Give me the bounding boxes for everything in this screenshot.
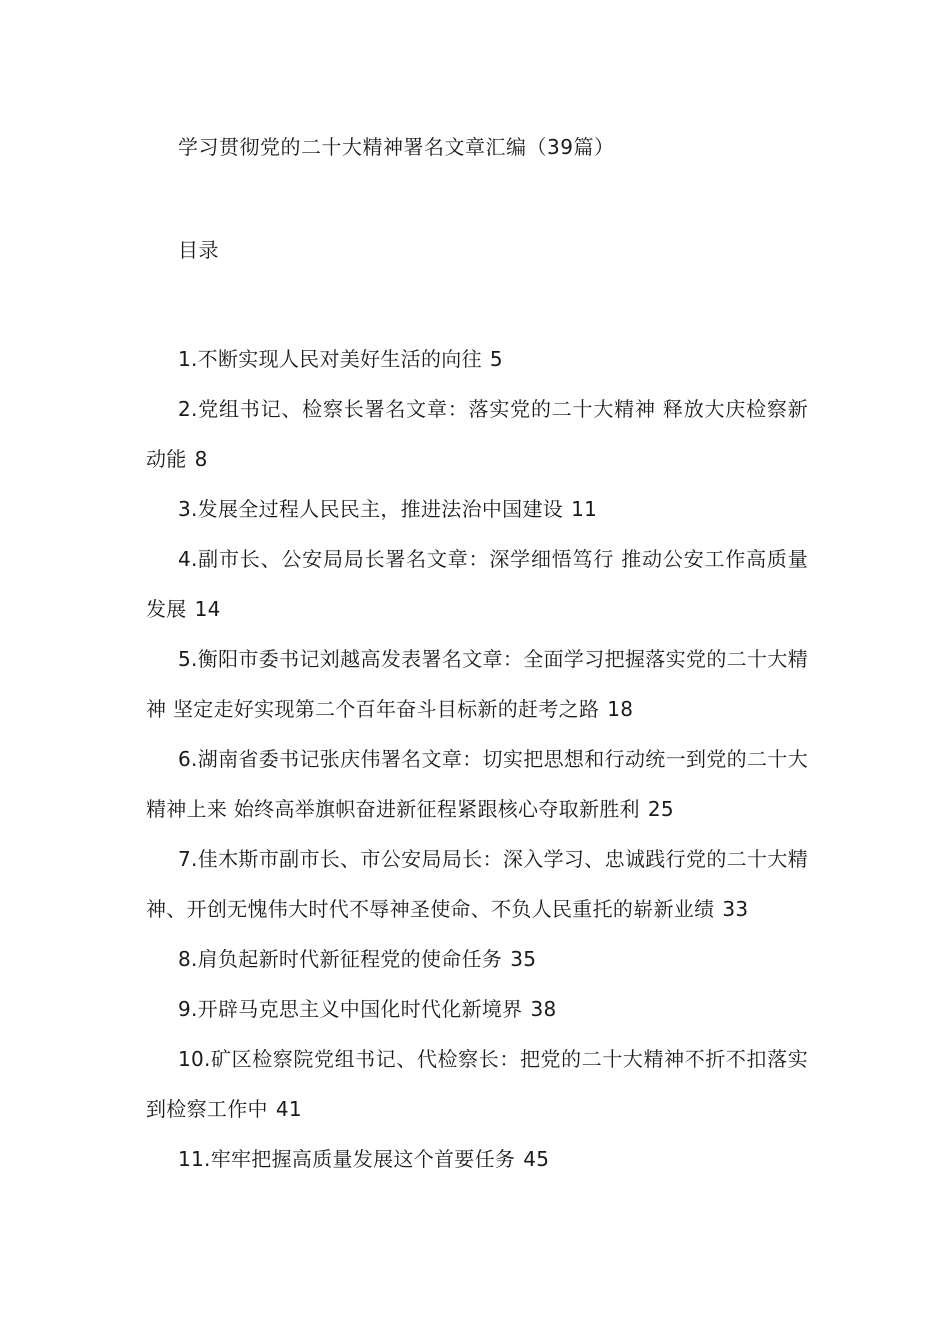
toc-entry-page: 18 bbox=[607, 697, 634, 721]
toc-entry-title: 9.开辟马克思主义中国化时代化新境界 bbox=[178, 997, 523, 1021]
toc-entry[interactable] bbox=[146, 634, 808, 734]
toc-entry-page: 14 bbox=[194, 597, 221, 621]
toc-entry-title: 5.衡阳市委书记刘越高发表署名文章：全面学习把握落实党的二十大精神 坚定走好实现第二个百年奋斗目标新的赶考之路 bbox=[146, 647, 808, 721]
toc-entry[interactable] bbox=[146, 834, 808, 934]
toc-entry-page: 8 bbox=[194, 447, 208, 471]
toc-entry-page: 5 bbox=[489, 347, 503, 371]
table-of-contents bbox=[146, 334, 808, 1184]
toc-entry-title: 11.牢牢把握高质量发展这个首要任务 bbox=[178, 1147, 516, 1171]
toc-entry[interactable] bbox=[146, 484, 808, 534]
toc-entry[interactable] bbox=[146, 384, 808, 484]
toc-entry-page: 25 bbox=[647, 797, 674, 821]
toc-entry-title: 7.佳木斯市副市长、市公安局局长：深入学习、忠诚践行党的二十大精神、开创无愧伟大时代不辱神圣使命、不负人民重托的崭新业绩 bbox=[146, 847, 808, 921]
toc-entry-title: 8.肩负起新时代新征程党的使命任务 bbox=[178, 947, 503, 971]
toc-entry[interactable] bbox=[146, 984, 808, 1034]
toc-entry-title: 2.党组书记、检察长署名文章：落实党的二十大精神 释放大庆检察新动能 bbox=[146, 397, 808, 471]
toc-entry[interactable] bbox=[146, 934, 808, 984]
toc-entry[interactable] bbox=[146, 534, 808, 634]
document-title: 学习贯彻党的二十大精神署名文章汇编（39篇） bbox=[178, 135, 615, 159]
toc-entry[interactable] bbox=[146, 334, 808, 384]
toc-entry-page: 45 bbox=[523, 1147, 550, 1171]
toc-entry-title: 4.副市长、公安局局长署名文章：深学细悟笃行 推动公安工作高质量发展 bbox=[146, 547, 808, 621]
toc-entry-page: 41 bbox=[275, 1097, 302, 1121]
toc-entry-title: 3.发展全过程人民民主，推进法治中国建设 bbox=[178, 497, 564, 521]
toc-heading: 目录 bbox=[178, 238, 219, 262]
toc-entry-title: 6.湖南省委书记张庆伟署名文章：切实把思想和行动统一到党的二十大精神上来 始终高举旗帜奋进新征程紧跟核心夺取新胜利 bbox=[146, 747, 808, 821]
toc-entry-page: 33 bbox=[722, 897, 749, 921]
toc-entry[interactable] bbox=[146, 1034, 808, 1134]
toc-entry[interactable] bbox=[146, 734, 808, 834]
toc-entry[interactable] bbox=[146, 1134, 808, 1184]
toc-entry-title: 1.不断实现人民对美好生活的向往 bbox=[178, 347, 482, 371]
toc-entry-page: 11 bbox=[571, 497, 598, 521]
toc-entry-title: 10.矿区检察院党组书记、代检察长：把党的二十大精神不折不扣落实到检察工作中 bbox=[146, 1047, 808, 1121]
toc-entry-page: 38 bbox=[530, 997, 557, 1021]
toc-entry-page: 35 bbox=[510, 947, 537, 971]
